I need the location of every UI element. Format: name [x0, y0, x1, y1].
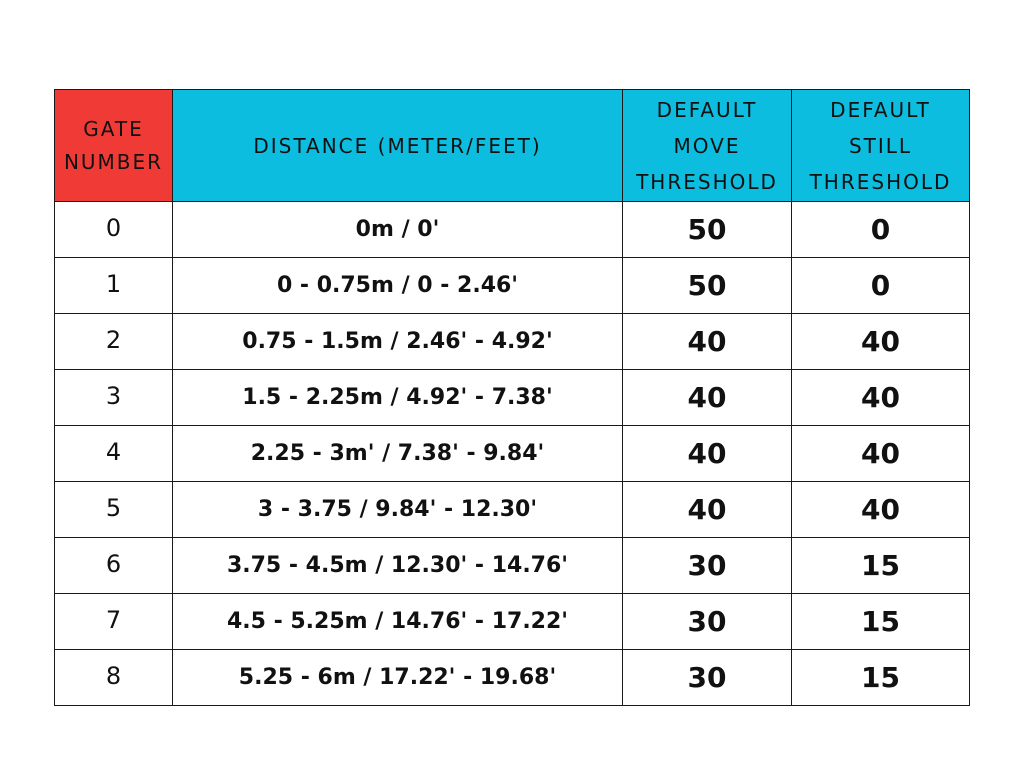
move-threshold-cell: 40: [623, 314, 792, 370]
move-header-line: DEFAULT: [656, 97, 758, 122]
gate-number-cell: 3: [55, 370, 173, 426]
still-header-line: THRESHOLD: [809, 169, 952, 194]
still-threshold-cell: 40: [792, 370, 970, 426]
still-threshold-cell: 15: [792, 650, 970, 706]
gate-number-cell: 2: [55, 314, 173, 370]
still-threshold-cell: 40: [792, 426, 970, 482]
still-threshold-cell: 40: [792, 314, 970, 370]
gate-threshold-table: [54, 89, 970, 706]
gate-number-cell: 0: [55, 202, 173, 258]
still-threshold-cell: 0: [792, 202, 970, 258]
table-row: [55, 650, 970, 706]
still-header-line: STILL: [848, 133, 913, 158]
move-threshold-cell: 30: [623, 650, 792, 706]
distance-cell: 0m / 0': [173, 202, 623, 258]
table-row: [55, 426, 970, 482]
distance-cell: 5.25 - 6m / 17.22' - 19.68': [173, 650, 623, 706]
still-header-line: DEFAULT: [830, 97, 931, 122]
table-row: [55, 538, 970, 594]
gate-number-cell: 4: [55, 426, 173, 482]
move-header-line: MOVE: [673, 133, 741, 158]
distance-cell: 0 - 0.75m / 0 - 2.46': [173, 258, 623, 314]
gate-number-cell: 6: [55, 538, 173, 594]
table-body: [55, 202, 970, 706]
distance-header: [173, 90, 623, 202]
distance-cell: 2.25 - 3m' / 7.38' - 9.84': [173, 426, 623, 482]
distance-cell: 3 - 3.75 / 9.84' - 12.30': [173, 482, 623, 538]
move-threshold-cell: 30: [623, 538, 792, 594]
move-threshold-cell: 40: [623, 482, 792, 538]
still-threshold-cell: 40: [792, 482, 970, 538]
still-threshold-cell: 15: [792, 594, 970, 650]
gate-number-cell: 8: [55, 650, 173, 706]
still-threshold-cell: 0: [792, 258, 970, 314]
gate-threshold-table-container: [54, 89, 970, 706]
move-threshold-cell: 30: [623, 594, 792, 650]
table-row: [55, 202, 970, 258]
move-threshold-cell: 50: [623, 202, 792, 258]
table-row: [55, 594, 970, 650]
gate-number-cell: 5: [55, 482, 173, 538]
move-threshold-header: [623, 90, 792, 202]
distance-cell: 3.75 - 4.5m / 12.30' - 14.76': [173, 538, 623, 594]
table-header: [55, 90, 970, 202]
table-row: [55, 258, 970, 314]
table-row: [55, 370, 970, 426]
move-threshold-cell: 50: [623, 258, 792, 314]
move-threshold-cell: 40: [623, 370, 792, 426]
distance-cell: 4.5 - 5.25m / 14.76' - 17.22': [173, 594, 623, 650]
distance-cell: 1.5 - 2.25m / 4.92' - 7.38': [173, 370, 623, 426]
distance-header-label: DISTANCE (METER/FEET): [253, 133, 542, 158]
table-row: [55, 482, 970, 538]
gate-number-cell: 7: [55, 594, 173, 650]
still-threshold-cell: 15: [792, 538, 970, 594]
gate-number-header: [55, 90, 173, 202]
move-threshold-cell: 40: [623, 426, 792, 482]
header-row: [55, 90, 970, 202]
distance-cell: 0.75 - 1.5m / 2.46' - 4.92': [173, 314, 623, 370]
gate-number-cell: 1: [55, 258, 173, 314]
table-row: [55, 314, 970, 370]
move-header-line: THRESHOLD: [636, 169, 778, 194]
still-threshold-header: [792, 90, 970, 202]
gate-header-line: GATE: [83, 116, 144, 141]
gate-header-line: NUMBER: [63, 149, 164, 174]
